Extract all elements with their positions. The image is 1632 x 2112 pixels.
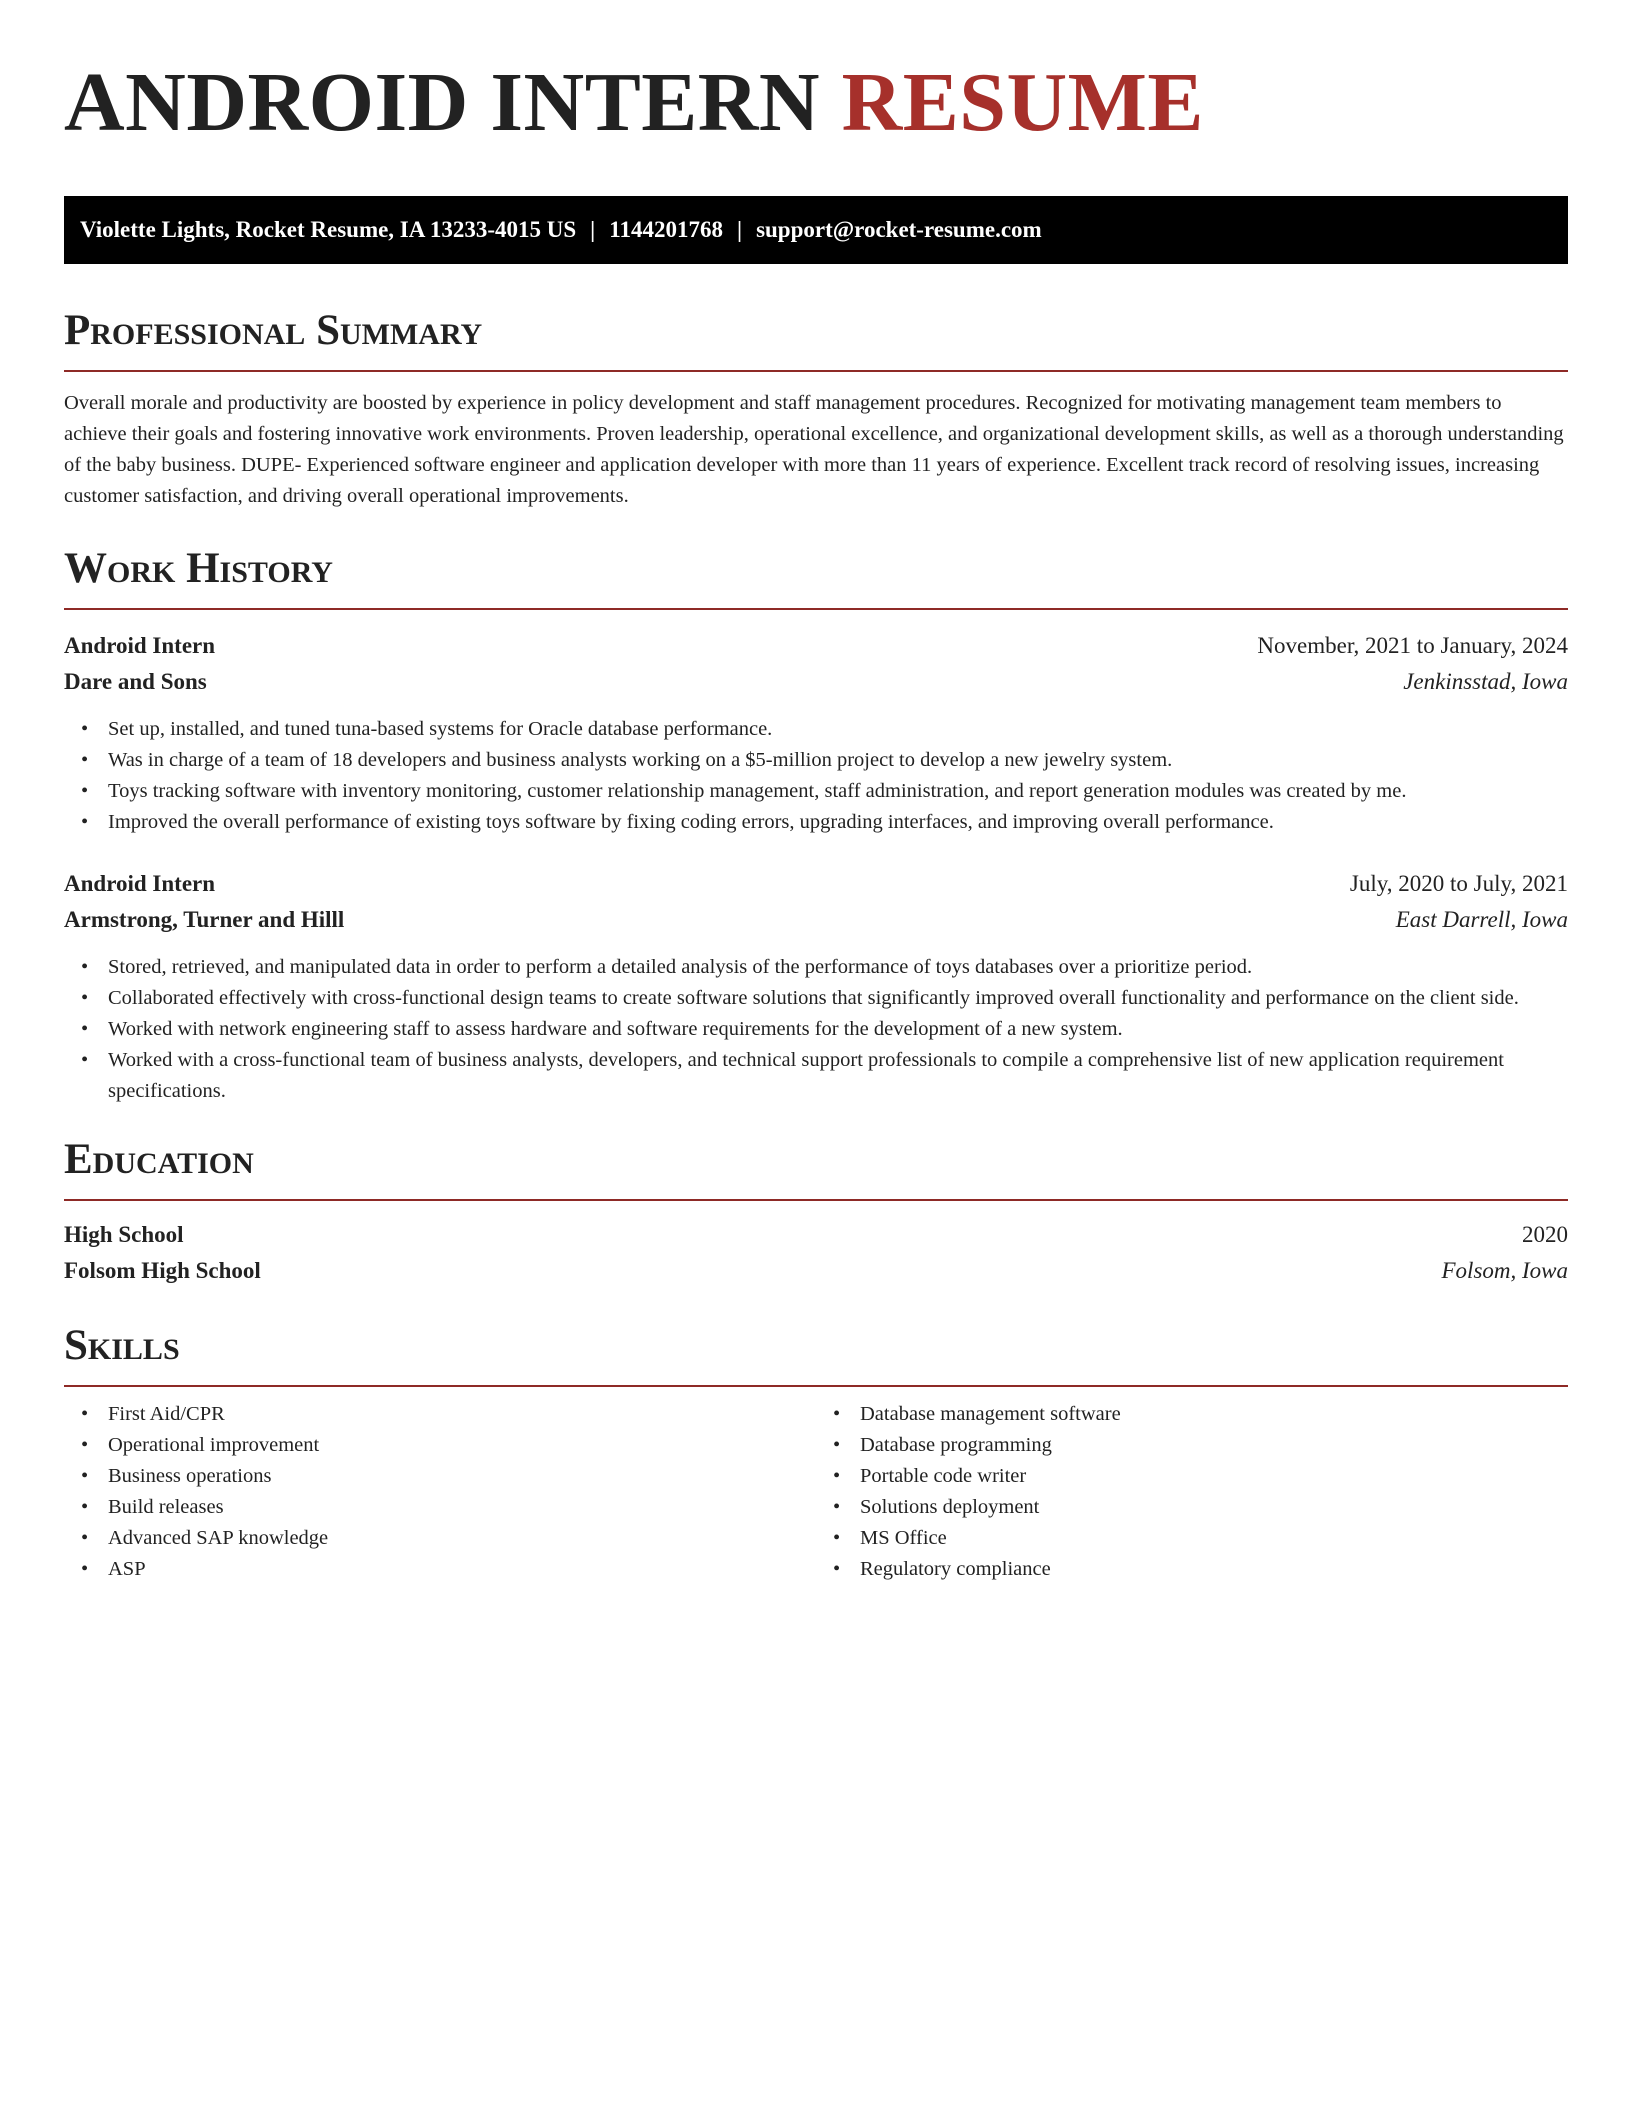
job-dates: July, 2020 to July, 2021 — [1349, 871, 1568, 896]
section-divider — [64, 370, 1568, 372]
education-entry — [64, 1217, 1568, 1289]
job-title: Android Intern — [64, 871, 216, 896]
skill-item: • ASP — [108, 1554, 816, 1585]
contact-email[interactable]: support@rocket-resume.com — [756, 217, 1042, 242]
job-bullet: • Improved the overall performance of existing toys software by fixing coding errors, upgrading interfaces, and improving overall performance. — [108, 807, 1568, 838]
job-bullet: • Toys tracking software with inventory monitoring, customer relationship management, staff administration, and report generation modules was created by me. — [108, 776, 1568, 807]
section-divider — [64, 1385, 1568, 1387]
job-bullet: • Worked with network engineering staff to assess hardware and software requirements for the development of a new system. — [108, 1014, 1568, 1045]
job-bullets — [64, 714, 1568, 838]
job-bullet: • Stored, retrieved, and manipulated data in order to perform a detailed analysis of the performance of toys databases over a prioritize period. — [108, 952, 1568, 983]
job-title-row — [64, 628, 1568, 664]
job-bullet: • Worked with a cross-functional team of business analysts, developers, and technical support professionals to compile a comprehensive list of new application requirement specifications. — [108, 1045, 1568, 1107]
job-dates: November, 2021 to January, 2024 — [1257, 633, 1568, 658]
skills-list-left — [64, 1399, 816, 1585]
skill-item: • Database programming — [860, 1430, 1568, 1461]
job-entry — [64, 866, 1568, 1107]
skill-item: • Portable code writer — [860, 1461, 1568, 1492]
skill-item: • MS Office — [860, 1523, 1568, 1554]
education-degree-row — [64, 1217, 1568, 1253]
job-company-row — [64, 664, 1568, 700]
resume-title — [64, 52, 1568, 154]
job-company: Dare and Sons — [64, 669, 207, 694]
contact-separator: | — [590, 217, 596, 242]
job-company-row — [64, 902, 1568, 938]
title-accent: RESUME — [841, 56, 1204, 149]
education-degree: High School — [64, 1222, 184, 1247]
work-history-section — [64, 542, 1568, 1107]
skill-item: • Database management software — [860, 1399, 1568, 1430]
education-location: Folsom, Iowa — [1441, 1258, 1568, 1283]
education-school: Folsom High School — [64, 1258, 261, 1283]
job-entry — [64, 628, 1568, 838]
contact-bar — [64, 196, 1568, 264]
skills-list-right — [816, 1399, 1568, 1585]
job-title: Android Intern — [64, 633, 216, 658]
job-bullet: • Was in charge of a team of 18 developers and business analysts working on a $5-million project to develop a new jewelry system. — [108, 745, 1568, 776]
job-title-row — [64, 866, 1568, 902]
job-location: Jenkinsstad, Iowa — [1403, 669, 1568, 694]
skills-grid — [64, 1399, 1568, 1585]
contact-separator: | — [736, 217, 743, 242]
summary-section — [64, 304, 1568, 512]
contact-address: Violette Lights, Rocket Resume, IA 13233-4015 US — [80, 217, 577, 242]
education-section — [64, 1133, 1568, 1289]
skill-item: • Regulatory compliance — [860, 1554, 1568, 1585]
education-year: 2020 — [1522, 1222, 1568, 1247]
skill-item: • First Aid/CPR — [108, 1399, 816, 1430]
summary-text: Overall morale and productivity are boosted by experience in policy development and staff management procedures. Recognized for motivating management team members to achieve their goals and fostering innovative work environments. Proven leadership, operational excellence, and organizational development skills, as well as a thorough understanding of the baby business. DUPE- Experienced software engineer and application developer with more than 11 years of experience. Excellent track record of resolving issues, increasing customer satisfaction, and driving overall operational improvements. — [64, 392, 1564, 507]
skills-heading: Skills — [64, 1322, 180, 1369]
contact-phone: 1144201768 — [609, 217, 723, 242]
job-bullet: • Collaborated effectively with cross-functional design teams to create software solutions that significantly improved overall functionality and performance on the client side. — [108, 983, 1568, 1014]
skill-item: • Advanced SAP knowledge — [108, 1523, 816, 1554]
skill-item: • Build releases — [108, 1492, 816, 1523]
job-bullets — [64, 952, 1568, 1107]
summary-heading: Professional Summary — [64, 307, 483, 354]
job-bullet: • Set up, installed, and tuned tuna-based systems for Oracle database performance. — [108, 714, 1568, 745]
work-history-heading: Work History — [64, 545, 333, 592]
skill-item: • Solutions deployment — [860, 1492, 1568, 1523]
section-divider — [64, 1199, 1568, 1201]
section-divider — [64, 608, 1568, 610]
job-company: Armstrong, Turner and Hilll — [64, 907, 345, 932]
title-main: ANDROID INTERN — [64, 56, 821, 149]
skills-section — [64, 1319, 1568, 1585]
skill-item: • Operational improvement — [108, 1430, 816, 1461]
job-location: East Darrell, Iowa — [1395, 907, 1568, 932]
education-heading: Education — [64, 1136, 254, 1183]
education-school-row — [64, 1253, 1568, 1289]
skill-item: • Business operations — [108, 1461, 816, 1492]
